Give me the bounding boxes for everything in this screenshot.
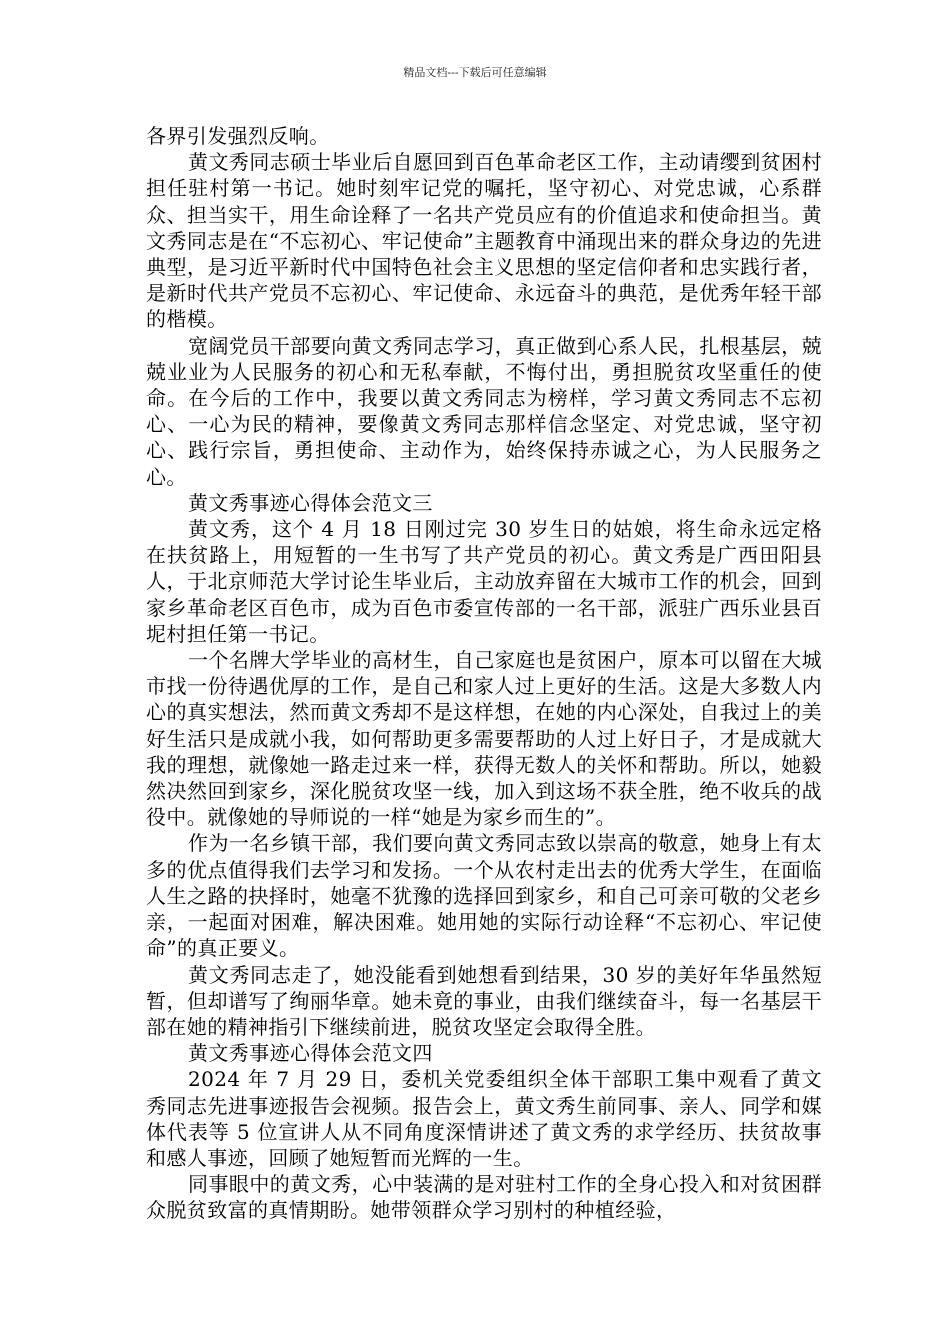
paragraph: 同事眼中的黄文秀，心中装满的是对驻村工作的全身心投入和对贫困群众脱贫致富的真情期盼。她带领群众学习别村的种植经验，: [146, 1172, 822, 1223]
paragraph: 黄文秀，这个 4 月 18 日刚过完 30 岁生日的姑娘，将生命永远定格在扶贫路上，用短暂的一生书写了共产党员的初心。黄文秀是广西田阳县人，于北京师范大学讨论生毕业后，主动放弃留在大城市工作的机会，回到家乡革命老区百色市，成为百色市委宣传部的一名干部，派驻广西乐业县百坭村担任第一书记。: [146, 517, 822, 646]
page-header: 精品文档---下载后可任意编辑: [403, 66, 547, 79]
paragraph: 黄文秀同志走了，她没能看到她想看到结果，30 岁的美好年华虽然短暂，但却谱写了绚丽华章。她未竟的事业，由我们继续奋斗，每一名基层干部在她的精神指引下继续前进，脱贫攻坚定会取得全胜。: [146, 962, 822, 1039]
paragraph: 各界引发强烈反响。: [146, 124, 330, 148]
document-body: [146, 123, 822, 1224]
paragraph: 黄文秀同志硕士毕业后自愿回到百色革命老区工作，主动请缨到贫困村担任驻村第一书记。她时刻牢记党的嘱托，坚守初心、对党忠诚，心系群众、担当实干，用生命诠释了一名共产党员应有的价值追求和使命担当。黄文秀同志是在“不忘初心、牢记使命”主题教育中涌现出来的群众身边的先进典型，是习近平新时代中国特色社会主义思想的坚定信仰者和忠实践行者，是新时代共产党员不忘初心、牢记使命、永远奋斗的典范，是优秀年轻干部的楷模。: [146, 150, 822, 332]
paragraph: 一个名牌大学毕业的高材生，自己家庭也是贫困户，原本可以留在大城市找一份待遇优厚的工作，是自己和家人过上更好的生活。这是大多数人内心的真实想法，然而黄文秀却不是这样想，在她的内心深处，自我过上的美好生活只是成就小我，如何帮助更多需要帮助的人过上好日子，才是成就大我的理想，就像她一路走过来一样，获得无数人的关怀和帮助。所以，她毅然决然回到家乡，深化脱贫攻坚一线，加入到这场不获全胜，绝不收兵的战役中。就像她的导师说的一样“她是为家乡而生的”。: [146, 648, 822, 830]
paragraph: 作为一名乡镇干部，我们要向黄文秀同志致以崇高的敬意，她身上有太多的优点值得我们去学习和发扬。一个从农村走出去的优秀大学生，在面临人生之路的抉择时，她毫不犹豫的选择回到家乡，和自己可亲可敬的父老乡亲，一起面对困难，解决困难。她用她的实际行动诠释“不忘初心、牢记使命”的真正要义。: [146, 831, 822, 961]
section-heading: 黄文秀事迹心得体会范文三: [188, 490, 433, 515]
section-heading: 黄文秀事迹心得体会范文四: [188, 1041, 433, 1066]
paragraph: 宽阔党员干部要向黄文秀同志学习，真正做到心系人民，扎根基层，兢兢业业为人民服务的初心和无私奉献，不悔付出，勇担脱贫攻坚重任的使命。在今后的工作中，我要以黄文秀同志为榜样，学习黄文秀同志不忘初心、一心为民的精神，要像黄文秀同志那样信念坚定、对党忠诚，坚守初心、践行宗旨，勇担使命、主动作为，始终保持赤诚之心，为人民服务之心。: [146, 333, 822, 489]
paragraph: 2024 年 7 月 29 日，委机关党委组织全体干部职工集中观看了黄文秀同志先进事迹报告会视频。报告会上，黄文秀生前同事、亲人、同学和媒体代表等 5 位宣讲人从不同角度深情讲述了黄文秀的求学经历、扶贫故事和感人事迹，回顾了她短暂而光辉的一生。: [146, 1067, 822, 1170]
